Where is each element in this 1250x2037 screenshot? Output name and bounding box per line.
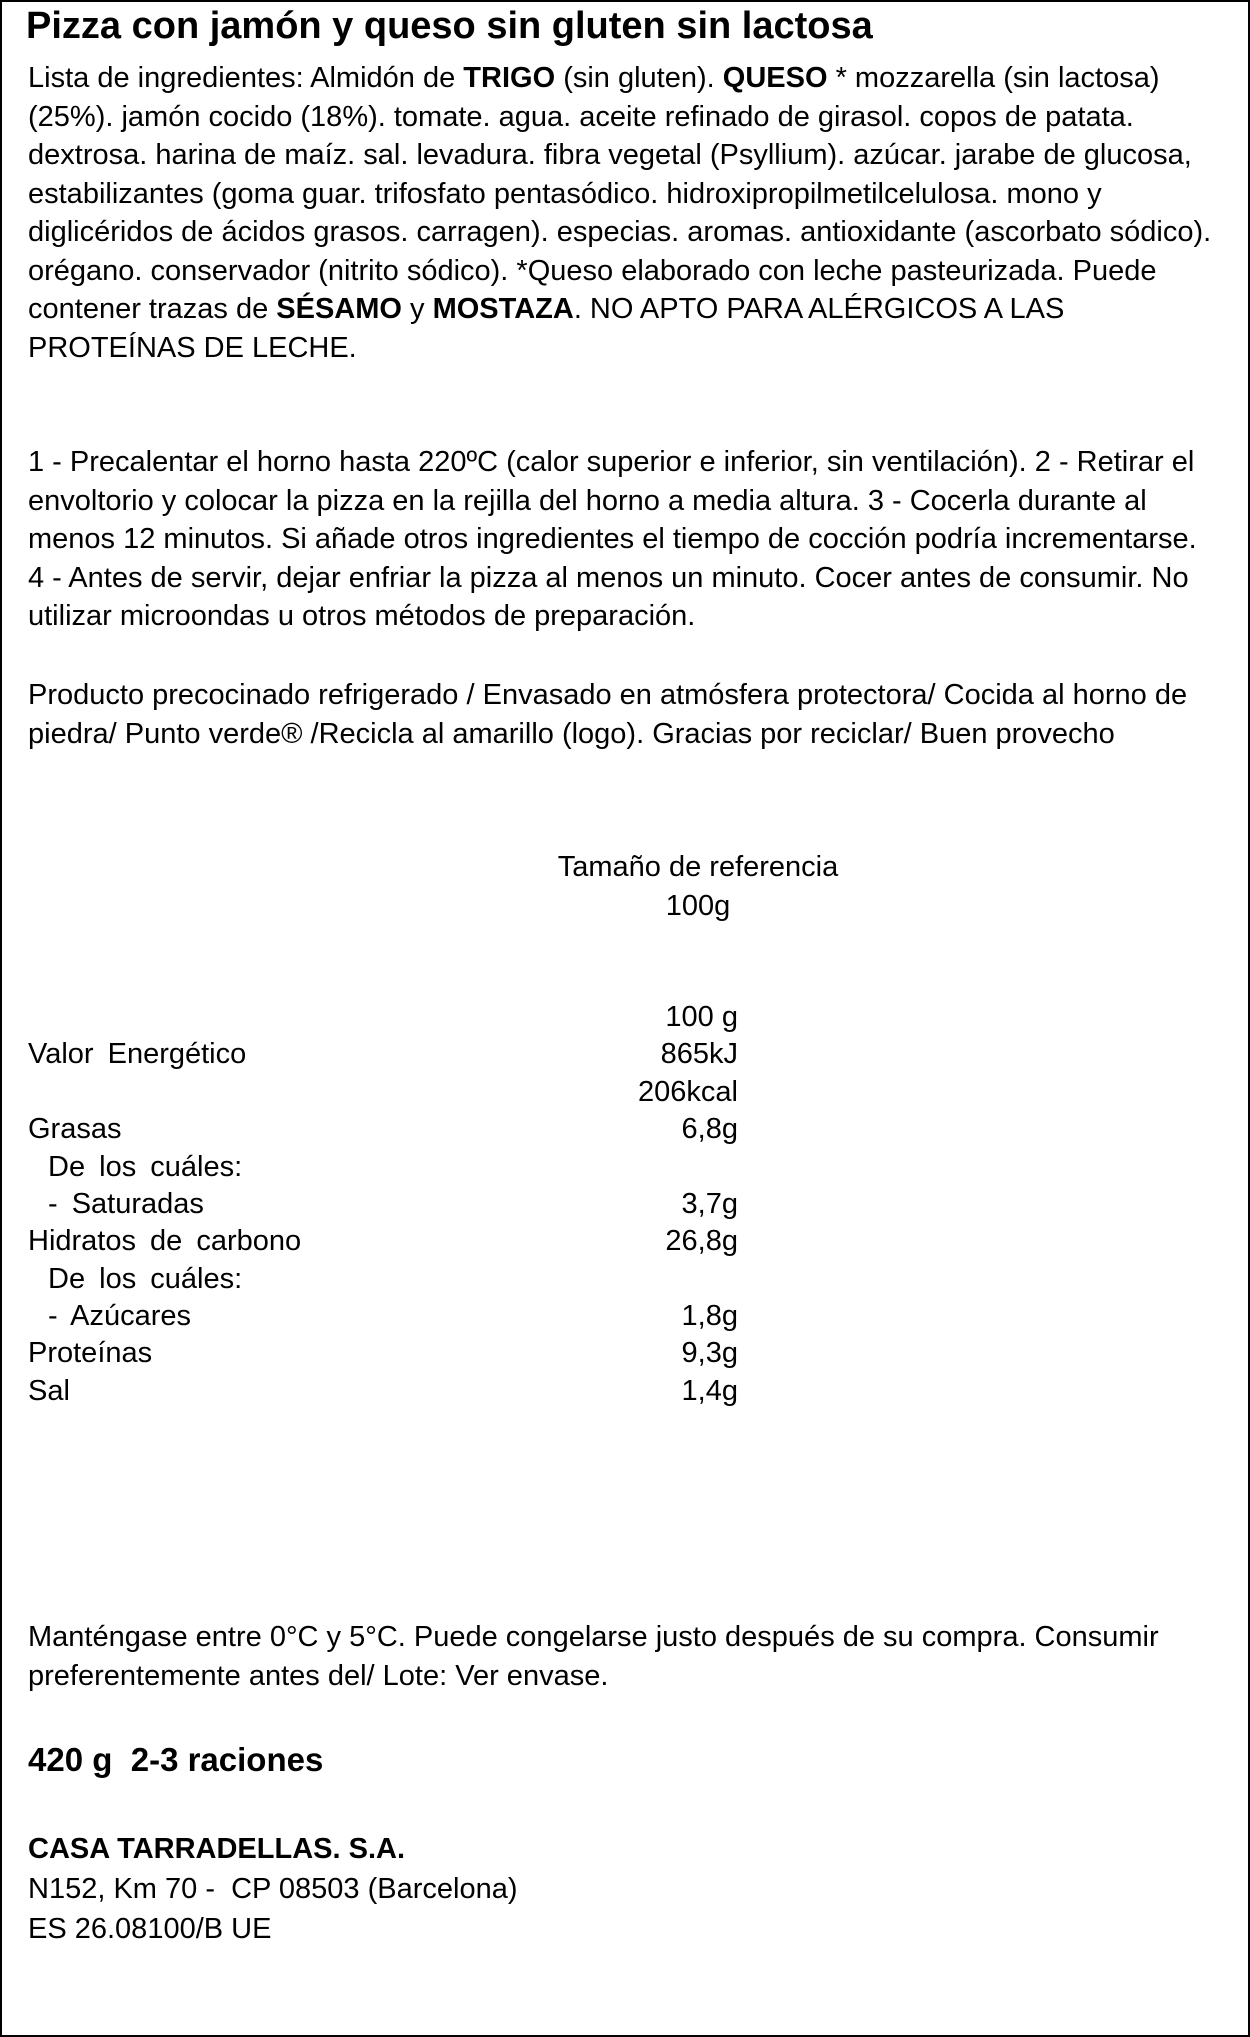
allergen-cheese: QUESO bbox=[722, 62, 828, 94]
ingredients-text: Lista de ingredientes: Almidón de bbox=[28, 62, 464, 94]
product-info: Producto precocinado refrigerado / Envasado en atmósfera protectora/ Cocida al horno de piedra/ Punto verde® /Recicla al amarillo (logo). Gracias por reciclar/ Buen provecho bbox=[28, 679, 1188, 750]
storage-instructions: Manténgase entre 0°C y 5°C. Puede congelarse justo después de su compra. Consumir preferentemente antes del/ Lote: Ver envase. bbox=[28, 1621, 1159, 1692]
nutrient-label: Sal bbox=[28, 1375, 70, 1407]
reference-size-amount: 100g bbox=[665, 890, 731, 922]
company-registry: ES 26.08100/B UE bbox=[28, 1913, 272, 1945]
nutrient-value: 3,7g bbox=[681, 1188, 738, 1220]
nutrition-row bbox=[2, 1222, 1250, 1260]
nutrient-value: 1,8g bbox=[681, 1300, 738, 1332]
ingredients-text: y bbox=[401, 293, 433, 325]
nutrient-value: 1,4g bbox=[681, 1375, 738, 1407]
ingredients-text: * mozzarella (sin lactosa) (25%). jamón cocido (18%). tomate. agua. aceite refinado de girasol. copos de patata. dextrosa. harina de maíz. sal. levadura. fibra vegetal (Psyllium). azúcar. jarabe de glucosa, estabilizantes (goma guar. trifosfato pentasódico. hidroxipropilmetilcelulosa. mono y diglicéridos de ácidos grasos. carragen). especias. aromas. antioxidante (ascorbato sódico). orégano. conservador (nitrito sódico). *Queso elaborado con leche pasteurizada. Puede contener trazas de bbox=[28, 62, 1212, 325]
nutrition-row bbox=[2, 1297, 1250, 1335]
nutrition-row bbox=[2, 1334, 1250, 1372]
ingredients-text: (sin gluten). bbox=[555, 62, 723, 94]
nutrient-label: Grasas bbox=[28, 1113, 122, 1145]
nutrition-row bbox=[2, 1073, 1250, 1111]
company-address: N152, Km 70 - CP 08503 (Barcelona) bbox=[28, 1873, 518, 1905]
nutrient-label: Valor Energético bbox=[28, 1038, 247, 1070]
net-weight: 420 g 2-3 raciones bbox=[28, 1741, 324, 1778]
nutrient-value: 206kcal bbox=[638, 1076, 738, 1108]
nutrition-header-row bbox=[2, 998, 1250, 1036]
nutrient-value: 6,8g bbox=[681, 1113, 738, 1145]
ingredients-list bbox=[28, 59, 1218, 367]
allergen-wheat: TRIGO bbox=[463, 62, 556, 94]
company-name: CASA TARRADELLAS. S.A. bbox=[28, 1833, 405, 1865]
nutrition-row bbox=[2, 1185, 1250, 1223]
ingredients-text: . NO APTO PARA ALÉRGICOS A LAS PROTEÍNAS DE LECHE. bbox=[28, 293, 1065, 364]
nutrition-column-header: 100 g bbox=[665, 1001, 738, 1033]
nutrient-label: Hidratos de carbono bbox=[28, 1225, 302, 1257]
product-title: Pizza con jamón y queso sin gluten sin lactosa bbox=[26, 5, 873, 47]
nutrition-row bbox=[2, 1148, 1250, 1186]
preparation-instructions: 1 - Precalentar el horno hasta 220ºC (calor superior e inferior, sin ventilación). 2 - Retirar el envoltorio y colocar la pizza en la rejilla del horno a media altura. 3 - Cocerla durante al menos 12 minutos. Si añade otros ingredientes el tiempo de cocción podría incrementarse. 4 - Antes de servir, dejar enfriar la pizza al menos un minuto. Cocer antes de consumir. No utilizar microondas u otros métodos de preparación. bbox=[28, 446, 1197, 632]
nutrient-label: - Azúcares bbox=[48, 1300, 191, 1332]
allergen-mustard: MOSTAZA bbox=[432, 293, 574, 325]
nutrient-label: De los cuáles: bbox=[48, 1263, 243, 1295]
nutrition-row bbox=[2, 1035, 1250, 1073]
nutrient-value: 9,3g bbox=[681, 1337, 738, 1369]
reference-size-label: Tamaño de referencia bbox=[557, 851, 839, 883]
nutrition-row bbox=[2, 1260, 1250, 1298]
nutrient-value: 865kJ bbox=[660, 1038, 738, 1070]
nutrient-label: De los cuáles: bbox=[48, 1151, 243, 1183]
nutrition-row bbox=[2, 1110, 1250, 1148]
nutrient-value: 26,8g bbox=[665, 1225, 738, 1257]
allergen-sesame: SÉSAMO bbox=[276, 293, 402, 325]
nutrient-label: - Saturadas bbox=[48, 1188, 204, 1220]
nutrition-row bbox=[2, 1372, 1250, 1410]
nutrient-label: Proteínas bbox=[28, 1337, 153, 1369]
